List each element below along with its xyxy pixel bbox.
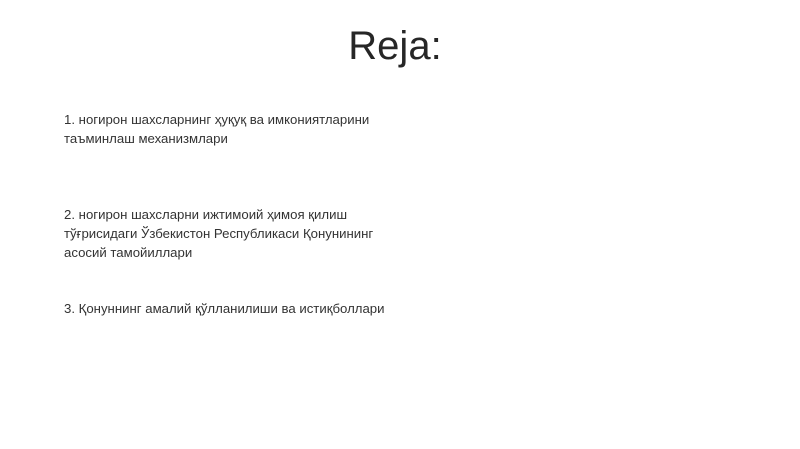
agenda-item-1-line-2: таъминлаш механизмлари [64,131,228,146]
agenda-item-2 [64,205,424,262]
agenda-item-1-line-1: 1. ногирон шахсларнинг ҳуқуқ ва имкониятларини [64,112,370,127]
agenda-item-2-line-2: тўғрисидаги Ўзбекистон Республикаси Қонунининг [64,226,374,241]
slide-title: Reja: [348,24,442,68]
agenda-item-1 [64,110,424,148]
agenda-item-3 [64,299,444,318]
agenda-item-2-line-1: 2. ногирон шахсларни ижтимоий ҳимоя қилиш [64,207,348,222]
agenda-item-3-line-1: 3. Қонуннинг амалий қўлланилиши ва истиқболлари [64,301,385,316]
agenda-item-2-line-3: асосий тамойиллари [64,245,193,260]
